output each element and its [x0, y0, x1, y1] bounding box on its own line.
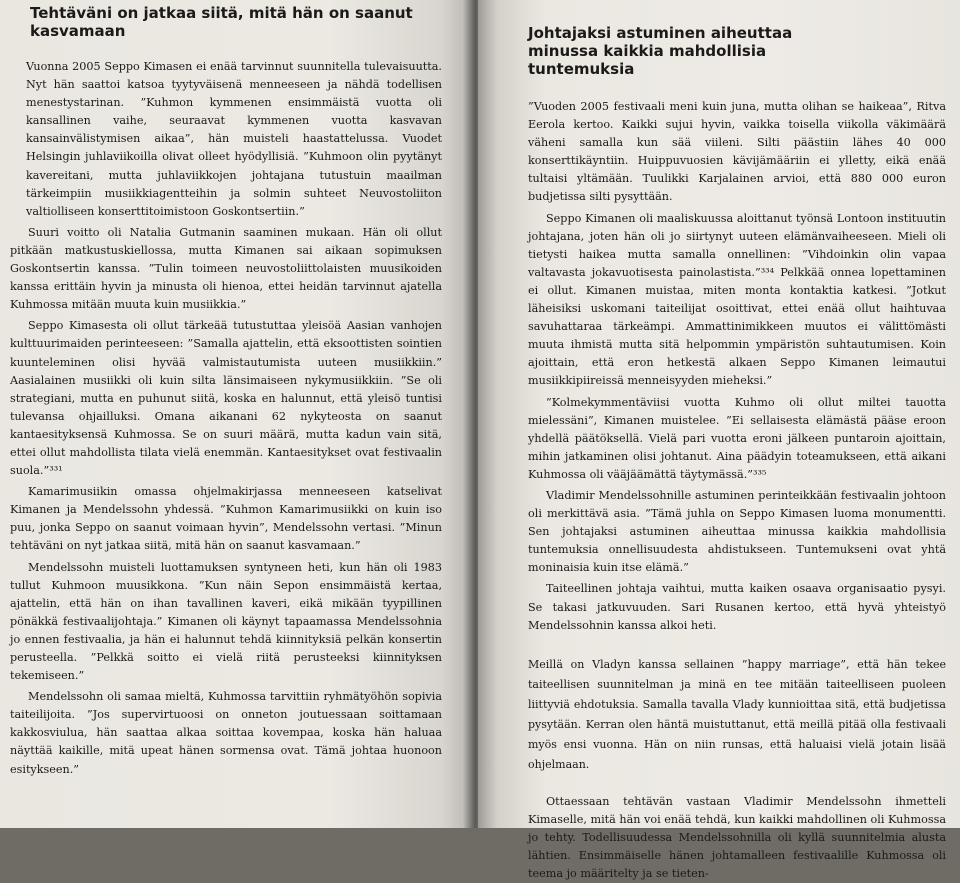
paragraph: Vuonna 2005 Seppo Kimasen ei enää tarvinnut suunnitella tulevaisuutta. Nyt hän saattoi katsoa tyytyväisenä menneeseen ja nähdä todellisen menestystarinan. ”Kuhmon kymmenen ensimmäistä vuotta oli kansallinen vaihe, seuraavat kymmenen vuotta kasvavan kansainvälistymisen aikaa”, hän muisteli haastattelussa. Vuodet Helsingin juhlaviikoilla olivat olleet hyödyllisiä. ”Kuhmoon olin pyytänyt kavereitani, mutta juhlaviikkojen johtajana tutustuin maailman tärkeimpiin musiikkiagentteihin ja solmin suhteet Neuvostoliiton valtiolliseen konserttitoimistoon Goskontsertiin.” [26, 60, 442, 218]
paragraph: ”Vuoden 2005 festivaali meni kuin juna, mutta olihan se haikeaa”, Ritva Eerola kertoo. Kaikki sujui hyvin, vaikka toisella viikolla väkimäärä väheni samalla kun sää viileni. Silti päästiin lähes 40 000 konserttikäyntiin. Huippuvuosien kävijämääriin ei ylletty, eikä enää tultaisi yltämään. Tuulikki Karjalainen arvioi, että 880 000 euron budjetissa silti pysyttään. [528, 100, 946, 204]
section-heading: Johtajaksi astuminen aiheuttaa minussa kaikkia mahdollisia tuntemuksia [528, 24, 793, 78]
paragraph: Ottaessaan tehtävän vastaan Vladimir Mendelssohn ihmetteli Kimaselle, mitä hän voi enää tehdä, kun kaikki mahdollinen oli Kuhmossa jo tehty. Todellisuudessa Mendelssohnilla oli kyllä suunnitelmia alusta lähtien. Ensimmäiselle hänen johtamalleen festivaalille Kuhmossa oli teema jo määritelty ja se tieten- [528, 794, 946, 881]
paragraph: ”Kolmekymmentäviisi vuotta Kuhmo oli ollut miltei tauotta mielessäni”, Kimanen muistelee. ”Ei sellaisesta elämästä pääse eroon yhdellä päätöksellä. Vielä pari vuotta eroni jälkeen puntaroin ajoittain, mihin jatkaminen olisi johtanut. Aina päädyin toteamukseen, että aikani Kuhmossa oli vääjäämättä täytymässä.”³³⁵ [528, 395, 946, 481]
left-page [0, 0, 470, 828]
paragraph: Kamarimusiikin omassa ohjelmakirjassa menneeseen katselivat Kimanen ja Mendelssohn yhdessä. ”Kuhmon Kamarimusiikki on kuin iso puu, jonka Seppo on saanut voimaan hyvin”, Mendelssohn vertasi. ”Minun tehtäväni on nyt jatkaa siitä, mitä hän on saanut kasvamaan.” [10, 485, 442, 553]
paragraph: Seppo Kimasesta oli ollut tärkeää tutustuttaa yleisöä Aasian vanhojen kulttuurimaiden perinteeseen: ”Samalla ajattelin, että eksoottisten sointien kuunteleminen olisi hyvää valmistautumista uuteen musiikkiin.” Aasialainen musiikki oli kuin silta länsimaiseen nykymusiikkiin. ”Se oli strategiani, mutta en puhunut siitä, koska en halunnut, että yleisö tuntisi tulevansa ohjailluksi. Omana aikanani 62 nykyteosta on saanut kantaesityksensä Kuhmossa. Se on suuri määrä, mutta kadun vain sitä, ettei ollut mahdollista tilata vielä enemmän. Kantaesitykset ovat festivaalin suola.”³³¹ [10, 319, 442, 478]
section-heading: Tehtäväni on jatkaa siitä, mitä hän on saanut kasvamaan [30, 4, 413, 40]
paragraph: Suuri voitto oli Natalia Gutmanin saaminen mukaan. Hän oli ollut pitkään matkustuskiellossa, mutta Kimanen sai aikaan sopimuksen Goskontsertin kanssa. ”Tulin toimeen neuvostoliittolaisten muusikoiden kanssa erittäin hyvin ja minusta oli hienoa, ettei heidän tarvinnut ajatella Kuhmossa mitään muuta kuin musiikkia.” [10, 225, 442, 312]
paragraph: Seppo Kimanen oli maaliskuussa aloittanut työnsä Lontoon instituutin johtajana, joten hän oli jo siirtynyt uuteen elämänvaiheeseen. Mieli oli tietysti haikea mutta samalla onnellinen: ”Vihdoinkin olin vapaa valtavasta jokavuotisesta painolastista.”³³⁴ Pelkkää onnea lopettaminen ei ollut. Kimanen muistaa, miten monta kontaktia katkesi. ”Jotkut läheisiksi uskomani taiteilijat osoittivat, ettei enää ollut haihtuvaa savuhattaraa tärkeämpi. Ammattinimikkeen muutos ei välittömästi muuta ihmistä mutta sitä helpommin ympäristön suhtautumisen. Koin ajoittain, että eron hetkestä alkaen Seppo Kimanen leimautui musiikkipiireissä menneisyyden mieheksi.” [528, 211, 946, 388]
paragraph: Mendelssohn muisteli luottamuksen syntyneen heti, kun hän oli 1983 tullut Kuhmoon muusikkona. ”Kun näin Sepon ensimmäistä kertaa, ajattelin, että hän on ihan tavallinen kaveri, eikä mikään tyypillinen pönäkkä festivaalijohtaja.” Kimanen oli käynyt tapaamassa Mendelssohnia jo ennen festivaalia, ja hän ei halunnut tehdä kiinnityksiä pelkän konsertin perusteella. ”Pelkkä soitto ei vielä riitä perusteeksi kiinnityksen tekemiseen.” [10, 560, 442, 683]
block-quote: Meillä on Vladyn kanssa sellainen ”happy marriage”, että hän tekee taiteellisen suunnitelman ja minä en tee mitään taiteelliseen puoleen liittyviä ehdotuksia. Samalla tavalla Vlady kunnioittaa sitä, että budjetissa pysytään. Kerran olen häntä muistuttanut, että meillä pitää olla festivaali myös ensi vuonna. Hän on niin runsas, että haluaisi vielä jotain lisää ohjelmaan. [528, 657, 946, 771]
paragraph: Mendelssohn oli samaa mieltä, Kuhmossa tarvittiin ryhmätyöhön sopivia taiteilijoita. ”Jos supervirtuoosi on onneton joutuessaan soittamaan kakkosviulua, hän saattaa alkaa soittaa kovempaa, koska hän haluaa näyttää kaikille, mitä upeat hänen sormensa ovat. Tämä johtaa huonoon esitykseen.” [10, 690, 442, 776]
paragraph: Taiteellinen johtaja vaihtui, mutta kaiken osaava organisaatio pysyi. Se takasi jatkuvuuden. Sari Rusanen kertoo, että hyvä yhteistyö Mendelssohnin kanssa alkoi heti. [528, 582, 946, 632]
paragraph: Vladimir Mendelssohnille astuminen perinteikkään festivaalin johtoon oli merkittävä asia. ”Tämä juhla on Seppo Kimasen luoma monumentti. Sen johtajaksi astuminen aiheuttaa minussa kaikkia mahdollisia tuntemuksia onnellisuudesta ahdistukseen. Tuntemukseni ovat yhtä moninaisia kuin itse elämä.” [528, 488, 946, 575]
right-page [478, 0, 960, 881]
